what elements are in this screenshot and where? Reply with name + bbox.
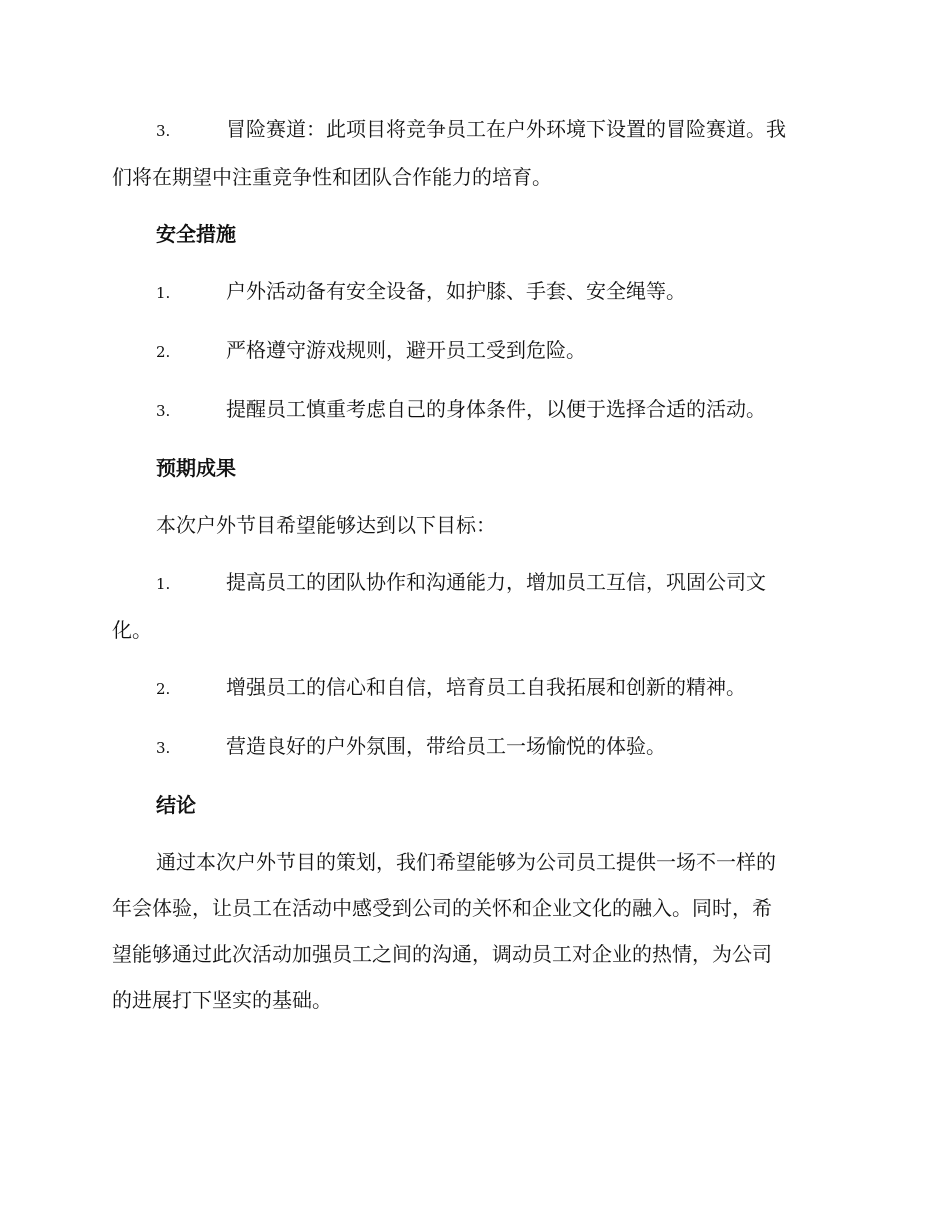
list-item bbox=[112, 723, 834, 771]
list-item bbox=[112, 664, 834, 712]
paragraph-line: 通过本次户外节目的策划，我们希望能够为公司员工提供一场不一样的 bbox=[156, 850, 776, 874]
list-text-continued: 们将在期望中注重竞争性和团队合作能力的培育。 bbox=[112, 165, 552, 189]
paragraph-line: 的进展打下坚实的基础。 bbox=[112, 988, 332, 1012]
list-number: 3. bbox=[156, 122, 171, 140]
list-number: 3. bbox=[156, 739, 171, 757]
list-text: 提醒员工慎重考虑自己的身体条件，以便于选择合适的活动。 bbox=[226, 397, 766, 421]
list-text: 冒险赛道：此项目将竞争员工在户外环境下设置的冒险赛道。我 bbox=[226, 117, 786, 141]
section-heading-conclusion: 结论 bbox=[156, 793, 196, 817]
paragraph bbox=[112, 502, 834, 548]
paragraph-line: 年会体验，让员工在活动中感受到公司的关怀和企业文化的融入。同时，希 bbox=[112, 896, 772, 920]
list-text: 提高员工的团队协作和沟通能力，增加员工互信，巩固公司文 bbox=[226, 570, 766, 594]
list-text: 增强员工的信心和自信，培育员工自我拓展和创新的精神。 bbox=[226, 675, 746, 699]
list-number: 2. bbox=[156, 343, 171, 361]
list-number: 2. bbox=[156, 680, 171, 698]
paragraph bbox=[112, 839, 834, 1023]
document-body bbox=[112, 106, 834, 1034]
list-text: 营造良好的户外氛围，带给员工一场愉悦的体验。 bbox=[226, 734, 666, 758]
list-item bbox=[112, 268, 834, 316]
list-number: 1. bbox=[156, 284, 171, 302]
list-item bbox=[112, 559, 834, 653]
list-text-continued: 化。 bbox=[112, 618, 152, 642]
section-heading-results: 预期成果 bbox=[156, 456, 236, 480]
list-text: 户外活动备有安全设备，如护膝、手套、安全绳等。 bbox=[226, 279, 686, 303]
paragraph-line: 望能够通过此次活动加强员工之间的沟通，调动员工对企业的热情，为公司 bbox=[112, 942, 772, 966]
list-text: 严格遵守游戏规则，避开员工受到危险。 bbox=[226, 338, 586, 362]
section-heading-safety: 安全措施 bbox=[156, 222, 236, 246]
list-item bbox=[112, 327, 834, 375]
list-number: 1. bbox=[156, 575, 171, 593]
paragraph-text: 本次户外节目希望能够达到以下目标： bbox=[156, 513, 496, 537]
list-number: 3. bbox=[156, 402, 171, 420]
list-item bbox=[112, 106, 834, 200]
list-item bbox=[112, 386, 834, 434]
